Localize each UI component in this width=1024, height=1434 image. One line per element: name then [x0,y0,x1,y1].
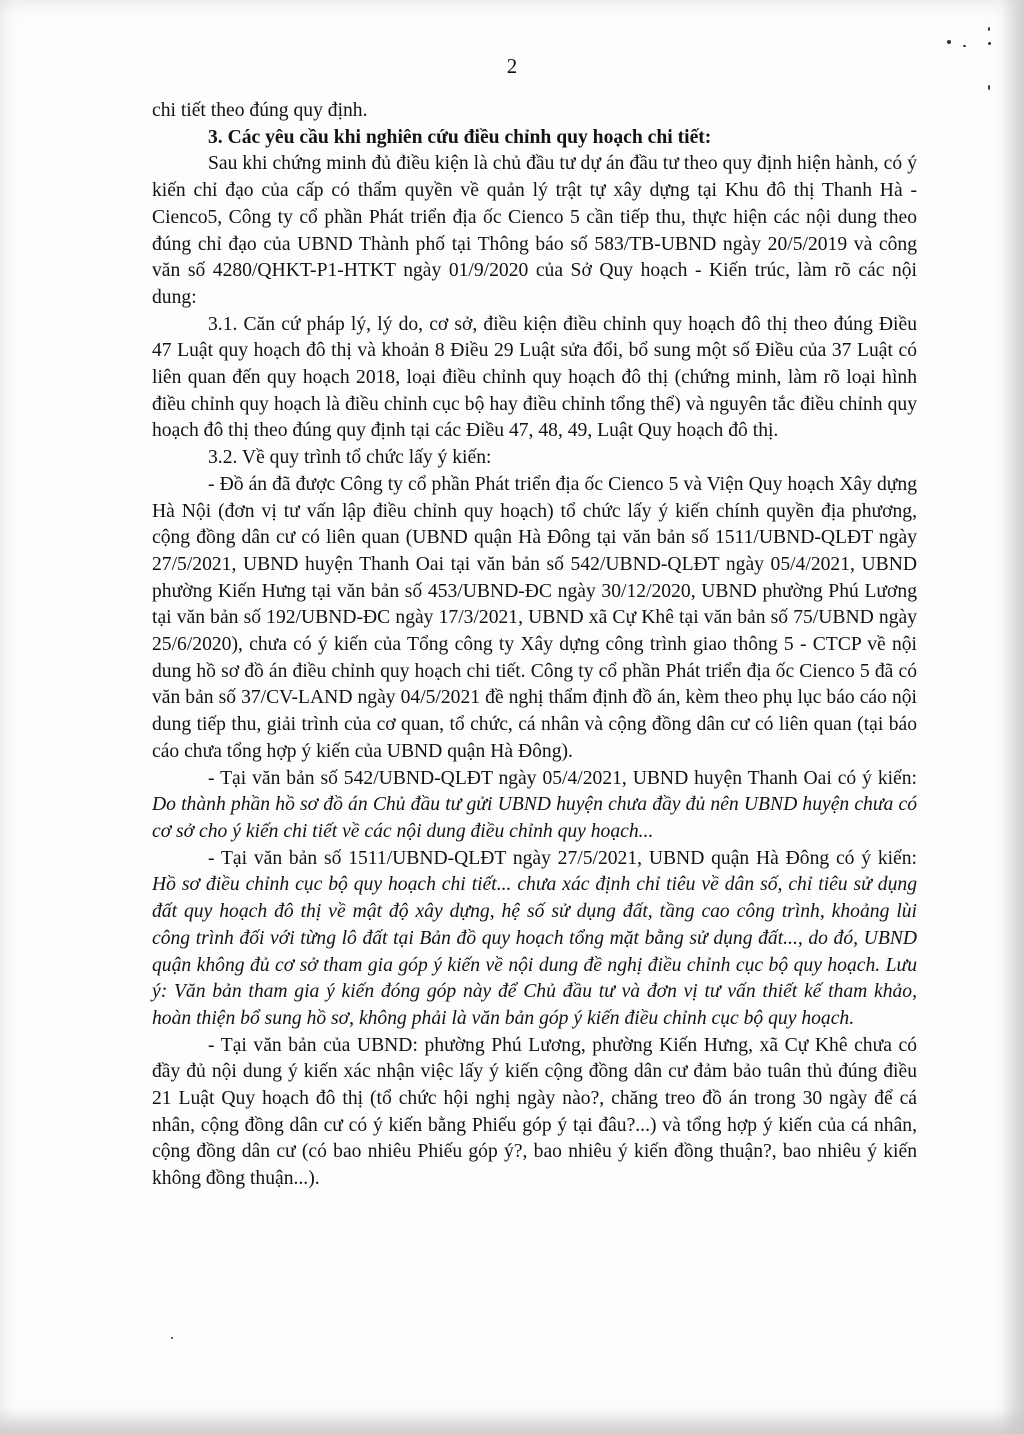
scan-shadow-bottom [0,1410,1024,1434]
paragraph: - Đồ án đã được Công ty cổ phần Phát triển địa ốc Cienco 5 và Viện Quy hoạch Xây dựng Hà Nội (đơn vị tư vấn lập điều chỉnh quy hoạch) tổ chức lấy ý kiến chính quyền địa phương, cộng đồng dân cư có liên quan (UBND quận Hà Đông tại văn bản số 1511/UBND-QLĐT ngày 27/5/2021, UBND huyện Thanh Oai tại văn bản số 542/UBND-QLĐT ngày 05/4/2021, UBND phường Kiến Hưng tại văn bản số 453/UBND-ĐC ngày 30/12/2020, UBND phường Phú Lương tại văn bản số 192/UBND-ĐC ngày 17/3/2021, UBND xã Cự Khê tại văn bản số 75/UBND ngày 25/6/2020), chưa có ý kiến của Tổng công ty Xây dựng công trình giao thông 5 - CTCP về nội dung hồ sơ đồ án điều chỉnh quy hoạch chi tiết. Công ty cổ phần Phát triển địa ốc Cienco 5 đã có văn bản số 37/CV-LAND ngày 04/5/2021 đề nghị thẩm định đồ án, kèm theo phụ lục báo cáo nội dung tiếp thu, giải trình của cơ quan, tổ chức, cá nhân và cộng đồng dân cư có liên quan (tại báo cáo chưa tổng hợp ý kiến của UBND quận Hà Đông). [152,473,917,762]
scan-speck [963,45,966,47]
quoted-opinion: Hồ sơ điều chỉnh cục bộ quy hoạch chi tiết... chưa xác định chỉ tiêu về dân số, chỉ tiêu sử dụng đất quy hoạch đô thị về mật độ xây dựng, hệ số sử dụng đất, tầng cao công trình, khoảng lùi công trình đối với từng lô đất tại Bản đồ quy hoạch tổng mặt bằng sử dụng đất..., do đó, UBND quận không đủ cơ sở tham gia góp ý kiến về nội dung đề nghị điều chỉnh cục bộ quy hoạch. Lưu ý: Văn bản tham gia ý kiến đóng góp này để Chủ đầu tư và đơn vị tư vấn thiết kế tham khảo, hoàn thiện bổ sung hồ sơ, không phải là văn bản góp ý kiến điều chỉnh cục bộ quy hoạch. [152,874,917,1029]
scan-speck [947,40,951,44]
paragraph-lead: - Tại văn bản số 542/UBND-QLĐT ngày 05/4/2021, UBND huyện Thanh Oai có ý kiến: [208,767,917,789]
quoted-opinion: Do thành phần hồ sơ đồ án Chủ đầu tư gửi UBND huyện chưa đầy đủ nên UBND huyện chưa có cơ sở cho ý kiến chi tiết về các nội dung điều chỉnh quy hoạch... [152,794,917,842]
scan-shadow-right [1002,0,1024,1434]
paragraph: 3.1. Căn cứ pháp lý, lý do, cơ sở, điều kiện điều chỉnh quy hoạch đô thị theo đúng Điều 47 Luật quy hoạch đô thị và khoản 8 Điều 29 Luật sửa đổi, bổ sung một số Điều của 37 Luật có liên quan đến quy hoạch 2018, loại điều chỉnh quy hoạch đô thị (chứng minh, làm rõ loại hình điều chỉnh quy hoạch là điều chỉnh cục bộ hay điều chỉnh tổng thể) và nguyên tắc điều chỉnh quy hoạch đô thị theo đúng quy định tại các Điều 47, 48, 49, Luật Quy hoạch đô thị. [152,313,917,442]
section-heading: 3. Các yêu cầu khi nghiên cứu điều chỉnh quy hoạch chi tiết: [208,126,712,148]
scan-speck [988,27,990,31]
paragraph: Sau khi chứng minh đủ điều kiện là chủ đầu tư dự án đầu tư theo quy định hiện hành, có ý kiến chỉ đạo của cấp có thẩm quyền về quản lý trật tự xây dựng tại Khu đô thị Thanh Hà - Cienco5, Công ty cổ phần Phát triển địa ốc Cienco 5 cần tiếp thu, thực hiện các nội dung theo đúng chỉ đạo của UBND Thành phố tại Thông báo số 583/TB-UBND ngày 20/5/2019 và công văn số 4280/QHKT-P1-HTKT ngày 01/9/2020 của Sở Quy hoạch - Kiến trúc, làm rõ các nội dung: [152,153,917,308]
paragraph-lead: - Tại văn bản số 1511/UBND-QLĐT ngày 27/5/2021, UBND quận Hà Đông có ý kiến: [208,847,917,869]
subheading: 3.2. Về quy trình tổ chức lấy ý kiến: [208,447,492,469]
scan-speck [988,42,991,45]
page-number: 2 [506,54,518,78]
quoted-opinion-paragraph [152,846,917,1033]
paragraph: - Tại văn bản của UBND: phường Phú Lương, phường Kiến Hưng, xã Cự Khê chưa có đầy đủ nội dung ý kiến xác nhận việc lấy ý kiến cộng đồng dân cư đảm bảo tuân thủ đúng điều 21 Luật Quy hoạch đô thị (tổ chức hội nghị ngày nào?, chăng treo đồ án trong 30 ngày để cá nhân, cộng đồng dân cư có ý kiến bằng Phiếu góp ý tại đâu?...) và tổng hợp ý kiến của cá nhân, cộng đồng dân cư (có bao nhiêu Phiếu góp ý?, bao nhiêu ý kiến đồng thuận?, bao nhiêu ý kiến không đồng thuận...). [152,1034,917,1190]
scan-speck [171,1337,173,1339]
quoted-opinion-paragraph [152,766,917,846]
scan-speck [988,85,990,90]
document-body [152,98,917,1193]
paragraph: chi tiết theo đúng quy định. [152,100,368,121]
